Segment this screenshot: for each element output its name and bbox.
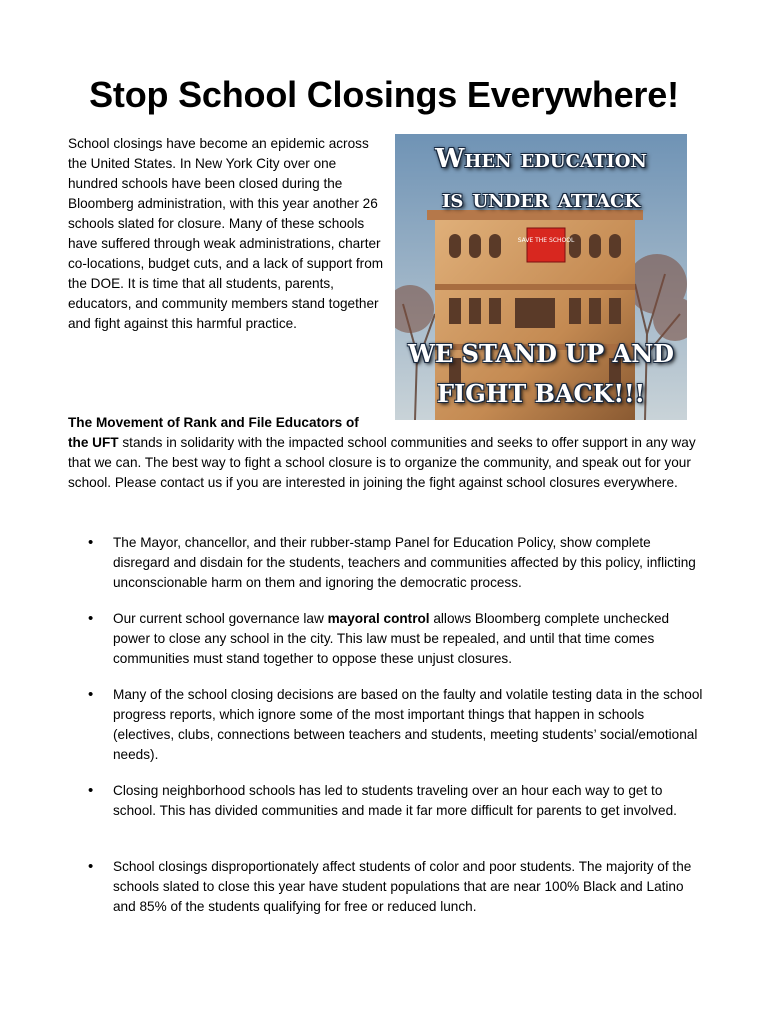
banner-text: SAVE THE SCHOOL <box>517 237 575 244</box>
bullet-icon: • <box>88 534 94 551</box>
list-item: • Closing neighborhood schools has led to students traveling over an hour each way to get to school. This has divided communities and made it far more difficult for parents to get involved. <box>88 782 677 818</box>
poster-image <box>395 134 687 420</box>
poster-headline-line1: When education <box>435 144 647 174</box>
list-item: • Many of the school closing decisions are based on the faulty and volatile testing data in the school progress reports, which ignore some of the most important things that happen in schools (electives, clubs, connections between teachers and students, meeting students’ social/emotional needs). <box>88 686 703 762</box>
poster-tagline-line1: WE STAND UP AND <box>408 339 674 368</box>
poster-tagline-line2: FIGHT BACK!!! <box>436 379 646 408</box>
movement-lead-part2: the UFT <box>68 435 119 450</box>
movement-lead-part1: The Movement of Rank and File Educators of <box>68 415 359 430</box>
page-title: Stop School Closings Everywhere! <box>89 74 679 115</box>
list-item: • Our current school governance law mayoral control allows Bloomberg complete unchecked power to close any school in the city. This law must be repealed, and until that time comes communities must stand together to oppose these unjust closures. <box>88 610 670 666</box>
mayoral-control-emphasis: mayoral control <box>327 611 430 626</box>
bullet-icon: • <box>88 782 94 799</box>
bullet-icon: • <box>88 858 94 875</box>
movement-paragraph <box>68 413 700 493</box>
school-building-illustration <box>395 134 687 420</box>
list-item: • The Mayor, chancellor, and their rubber-stamp Panel for Education Policy, show complete disregard and disdain for the students, teachers and communities affected by this policy, inflicting unconscionable harm on them and ignoring the democratic process. <box>88 534 696 590</box>
movement-body: stands in solidarity with the impacted school communities and seeks to offer support in any way that we can. The best way to fight a school closure is to organize the community, and speak out for your school. Please contact us if you are interested in joining the fight against school closures everywhere. <box>68 435 696 490</box>
bullet-icon: • <box>88 686 94 703</box>
list-item: • School closings disproportionately affect students of color and poor students. The majority of the schools slated to close this year have student populations that are near 100% Black and Latino and 85% of the students qualifying for free or reduced lunch. <box>88 858 692 914</box>
poster-headline-line2: is under attack <box>441 184 641 214</box>
bullet-icon: • <box>88 610 94 627</box>
intro-paragraph: School closings have become an epidemic across the United States. In New York City over one hundred schools have been closed during the Bloomberg administration, with this year another 26 schools slated for closure. Many of these schools have suffered through weak administrations, charter co-locations, budget cuts, and a lack of support from the DOE. It is time that all students, parents, educators, and community members stand together and fight against this harmful practice. <box>68 136 384 331</box>
